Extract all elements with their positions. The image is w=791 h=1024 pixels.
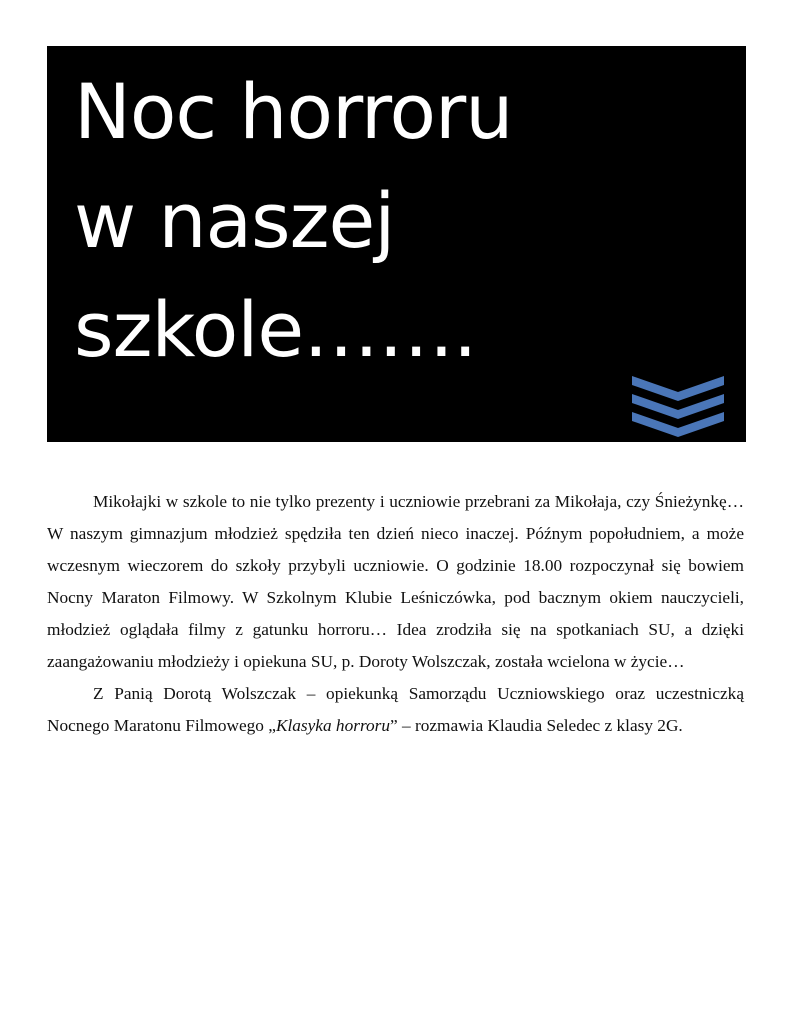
article-paragraph-1: Mikołajki w szkole to nie tylko prezenty i uczniowie przebrani za Mikołaja, czy Śnieżynkę… W naszym gimnazjum młodzież spędziła ten dzień nieco inaczej. Późnym popołudniem, a może wczesnym wieczorem do szkoły przybyli uczniowie. O godzinie 18.00 rozpoczynał się bowiem Nocny Maraton Filmowy. W Szkolnym Klubie Leśniczówka, pod bacznym okiem nauczycieli, młodzież oglądała filmy z gatunku horroru… Idea zrodziła się na spotkaniach SU, a dzięki zaangażowaniu młodzieży i opiekuna SU, p. Doroty Wolszczak, została wcielona w życie… <box>47 492 744 671</box>
title-banner <box>47 46 746 442</box>
article-paragraph-2 <box>47 678 744 742</box>
title-line-1: Noc horroru <box>74 67 513 156</box>
paragraph-2-text-end: ” – rozmawia Klaudia Seledec z klasy 2G. <box>390 716 683 735</box>
paragraph-2-text-start: Z Panią Dorotą Wolszczak – opiekunką Samorządu Uczniowskiego oraz uczestniczką Nocnego Maratonu Filmowego „ <box>47 684 744 735</box>
title-line-2: w naszej <box>74 176 395 265</box>
title-line-3: szkole……. <box>74 285 477 374</box>
event-name-italic: Klasyka horroru <box>275 716 391 735</box>
article-body <box>47 486 744 742</box>
triple-chevron-down-icon <box>632 376 724 438</box>
